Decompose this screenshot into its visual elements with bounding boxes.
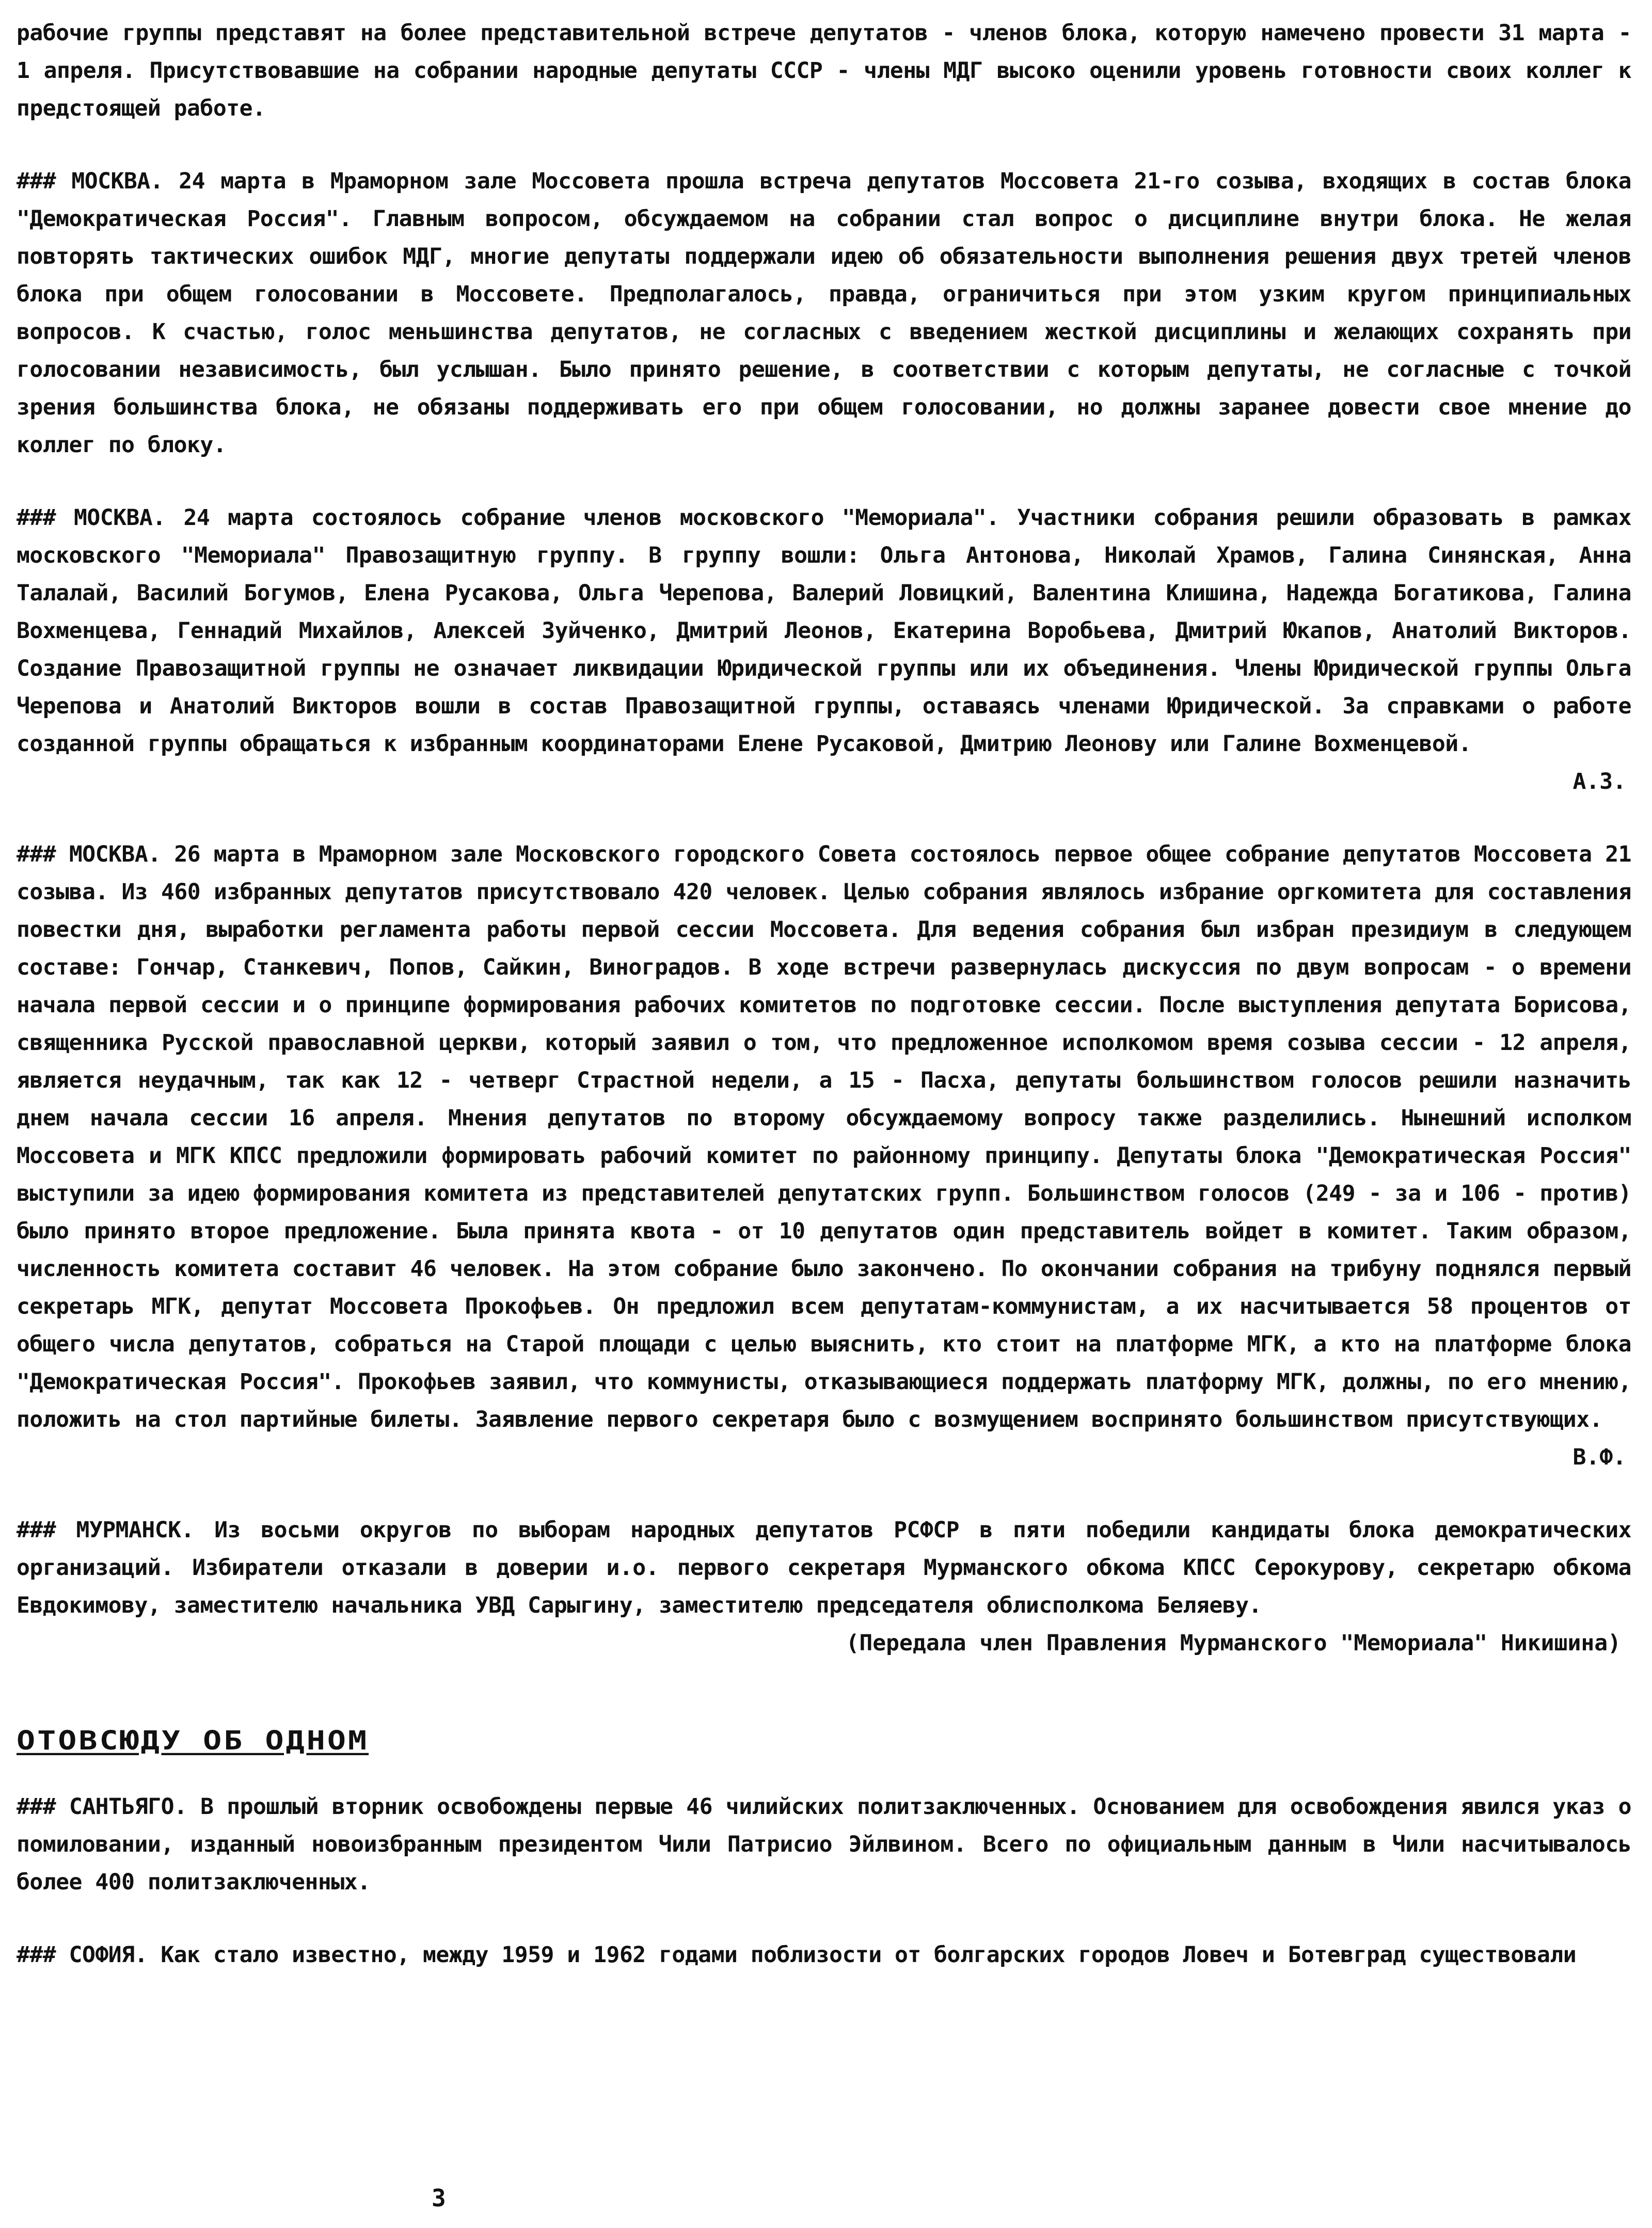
paragraph-continuation: рабочие группы представят на более представительной встрече депутатов - членов блока, которую намечено провести 31 марта - 1 апреля. Присутствовавшие на собрании народные депутаты СССР - члены МДГ высоко оценили уровень готовности своих коллег к предстоящей работе. [17, 20, 1631, 121]
news-item-moscow-first-session: ### МОСКВА. 26 марта в Мраморном зале Московского городского Совета состоялось первое общее собрание депутатов Моссовета 21 созыва. Из 460 избранных депутатов присутствовало 420 человек. Целью собрания являлось избрание оргкомитета для составления повестки дня, выработки регламента работы первой сессии Моссовета. Для ведения собрания был избран президиум в следующем составе: Гончар, Станкевич, Попов, Сайкин, Виноградов. В ходе встречи развернулась дискуссия по двум вопросам - о времени начала первой сессии и о принципе формирования рабочих комитетов по подготовке сессии. После выступления депутата Борисова, священника Русской православной церкви, который заявил о том, что предложенное исполкомом время созыва сессии - 12 апреля, является неудачным, так как 12 - четверг Страстной недели, а 15 - Пасха, депутаты большинством голосов решили назначить днем начала сессии 16 апреля. Мнения депутатов по второму обсуждаемому вопросу также разделились. Нынешний исполком Моссовета и МГК КПСС предложили формировать рабочий комитет по районному принципу. Депутаты блока "Демократическая Россия" выступили за идею формирования комитета из представителей депутатских групп. Большинством голосов (249 - за и 106 - против) было принято второе предложение. Была принята квота - от 10 депутатов один представитель войдет в комитет. Таким образом, численность комитета составит 46 человек. На этом собрание было закончено. По окончании собрания на трибуну поднялся первый секретарь МГК, депутат Моссовета Прокофьев. Он предложил всем депутатам-коммунистам, а их насчитывается 58 процентов от общего числа депутатов, собраться на Старой площади с целью выяснить, кто стоит на платформе МГК, а кто на платформе блока "Демократическая Россия". Прокофьев заявил, что коммунисты, отказывающиеся поддержать платформу МГК, должны, по его мнению, положить на стол партийные билеты. Заявление первого секретаря было с возмущением воспринято большинством присутствующих. [17, 841, 1631, 1433]
news-item-moscow-memorial: ### МОСКВА. 24 марта состоялось собрание членов московского "Мемориала". Участники собрания решили образовать в рамках московского "Мемориала" Правозащитную группу. В группу вошли: Ольга Антонова, Николай Храмов, Галина Синянская, Анна Талалай, Василий Богумов, Елена Русакова, Ольга Черепова, Валерий Ловицкий, Валентина Клишина, Надежда Богатикова, Галина Вохменцева, Геннадий Михайлов, Алексей Зуйченко, Дмитрий Леонов, Екатерина Воробьева, Дмитрий Юкапов, Анатолий Викторов. Создание Правозащитной группы не означает ликвидации Юридической группы или их объединения. Члены Юридической группы Ольга Черепова и Анатолий Викторов вошли в состав Правозащитной группы, оставаясь членами Юридической. За справками о работе созданной группы обращаться к избранным координаторами Елене Русаковой, Дмитрию Леонову или Галине Вохменцевой. [17, 505, 1631, 757]
source-credit-murmansk: (Передала член Правления Мурманского "Мемориала" Никишина) [846, 1630, 1621, 1656]
news-item-santiago: ### САНТЬЯГО. В прошлый вторник освобождены первые 46 чилийских политзаключенных. Основанием для освобождения явился указ о помиловании, изданный новоизбранным президентом Чили Патрисио Эйлвином. Всего по официальным данным в Чили насчитывалось более 400 политзаключенных. [17, 1794, 1631, 1895]
news-item-sofia: ### СОФИЯ. Как стало известно, между 1959 и 1962 годами поблизости от болгарских городов Ловеч и Ботевград существовали [17, 1942, 1577, 1968]
section-title: ОТОВСЮДУ ОБ ОДНОМ [17, 1725, 369, 1756]
document-page [17, 14, 1631, 1974]
news-item-moscow-mossovet-meeting: ### МОСКВА. 24 марта в Мраморном зале Моссовета прошла встреча депутатов Моссовета 21-го созыва, входящих в состав блока "Демократическая Россия". Главным вопросом, обсуждаемом на собрании стал вопрос о дисциплине внутри блока. Не желая повторять тактических ошибок МДГ, многие депутаты поддержали идею об обязательности выполнения решения двух третей членов блока при общем голосовании в Моссовете. Предполагалось, правда, ограничиться при этом узким кругом принципиальных вопросов. К счастью, голос меньшинства депутатов, не согласных с введением жесткой дисциплины и желающих сохранять при голосовании независимость, был услышан. Было принято решение, в соответствии с которым депутаты, не согласные с точкой зрения большинства блока, не обязаны поддерживать его при общем голосовании, но должны заранее довести свое мнение до коллег по блоку. [17, 168, 1631, 458]
page-number: 3 [432, 2184, 446, 2212]
signature-az: А.З. [1572, 769, 1626, 794]
signature-vf: В.Ф. [1572, 1444, 1626, 1470]
news-item-murmansk: ### МУРМАНСК. Из восьми округов по выборам народных депутатов РСФСР в пяти победили кандидаты блока демократических организаций. Избиратели отказали в доверии и.о. первого секретаря Мурманского обкома КПСС Серокурову, секретарю обкома Евдокимову, заместителю начальника УВД Сарыгину, заместителю председателя облисполкома Беляеву. [17, 1517, 1631, 1618]
